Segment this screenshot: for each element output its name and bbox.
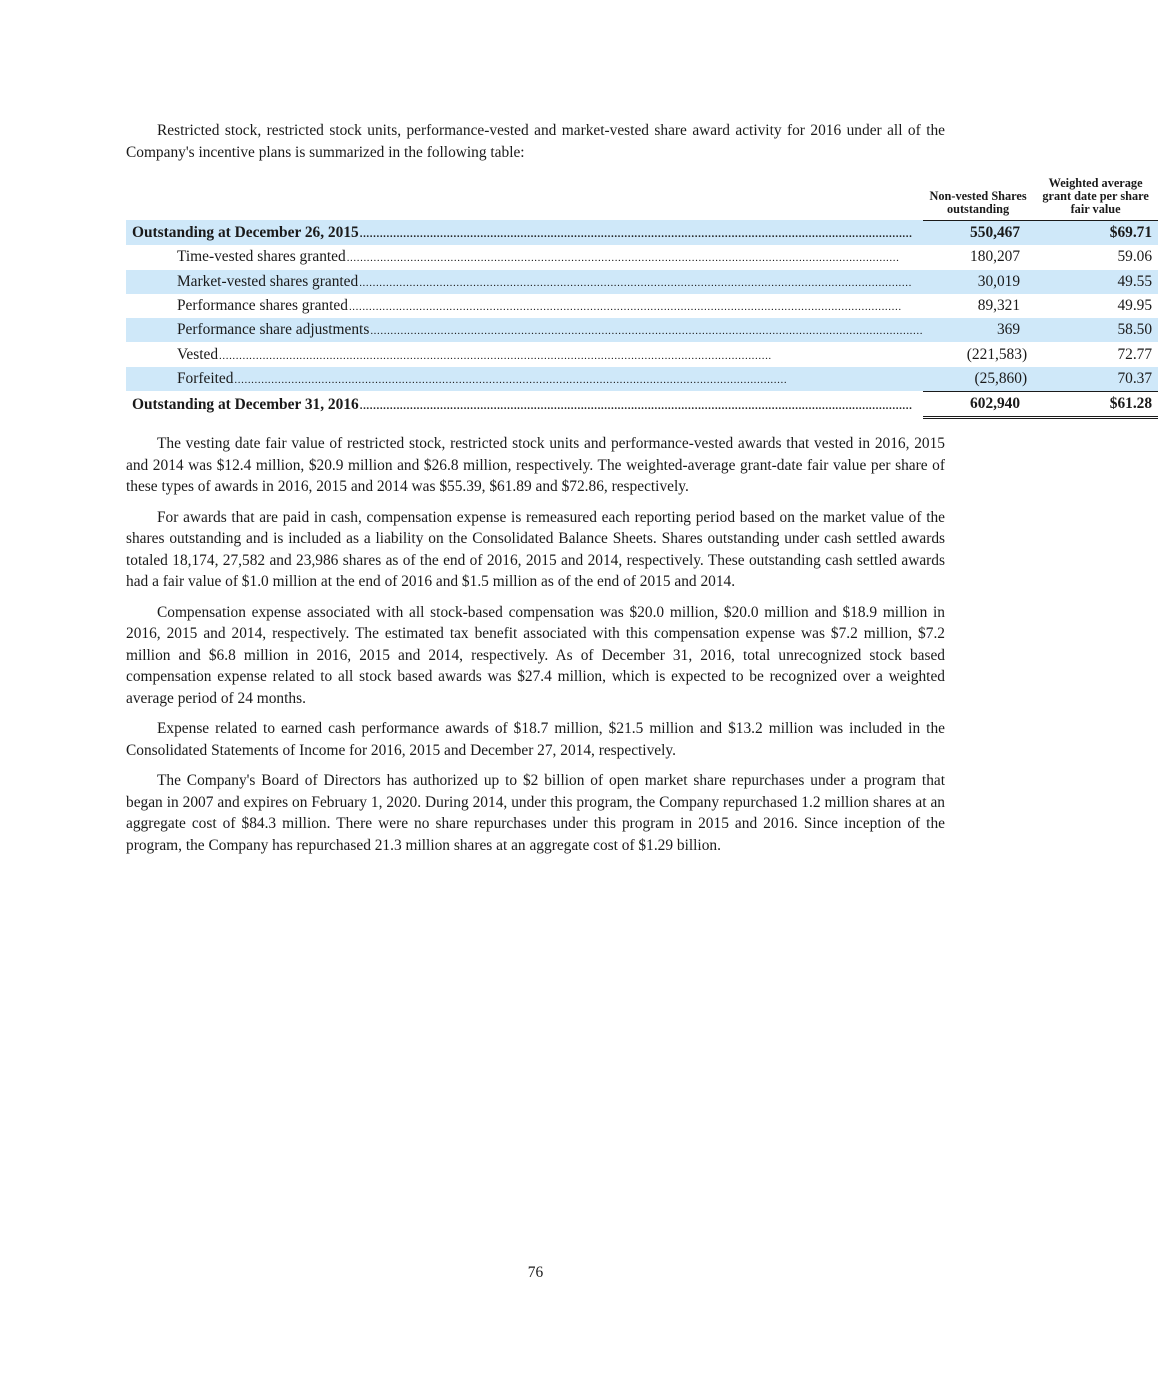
fair-value-cell: 49.95 [1117, 297, 1153, 315]
share-award-activity-table [126, 177, 1158, 419]
table-row [126, 294, 1158, 318]
table-row [126, 391, 1158, 419]
shares-cell: 369 [923, 318, 1033, 342]
body-paragraph: The vesting date fair value of restricted stock, restricted stock units and performance-vested awards that vested in 2016, 2015 and 2014 was $12.4 million, $20.9 million and $26.8 million, respectively. The weighted-average grant-date fair value per share of these types of awards in 2016, 2015 and 2014 was $55.39, $61.89 and $72.86, respectively. [126, 435, 945, 496]
table-row [126, 220, 1158, 245]
table-row [126, 367, 1158, 391]
dot-leader: ..................................................................................................................................................................... [346, 252, 900, 265]
page-number: 76 [527, 1264, 544, 1281]
fair-value-cell: 72.77 [1117, 345, 1153, 363]
header-weighted-average-fair-value: Weighted average grant date per share fair value [1042, 176, 1149, 216]
fair-value-cell: 70.37 [1033, 367, 1158, 391]
table-row [126, 342, 1158, 366]
dot-leader: ..................................................................................................................................................................... [234, 373, 788, 386]
row-label: Time-vested shares granted [177, 248, 346, 266]
shares-cell: (221,583) [966, 345, 1028, 363]
document-page [126, 120, 1153, 865]
fair-value-cell: $61.28 [1033, 391, 1158, 419]
fair-value-cell: 58.50 [1033, 318, 1158, 342]
table-row [126, 270, 1158, 294]
shares-cell: 89,321 [977, 297, 1021, 315]
notes-section [126, 433, 945, 856]
table-header-row [126, 177, 1158, 220]
dot-leader: ..................................................................................................................................................................... [359, 276, 912, 289]
row-label: Market-vested shares granted [177, 272, 359, 290]
row-label: Outstanding at December 26, 2015 [132, 223, 359, 241]
body-paragraph: Compensation expense associated with all stock-based compensation was $20.0 million, $20.0 million and $18.9 million in 2016, 2015 and 2014, respectively. The estimated tax benefit associated with this compensation expense was $7.2 million, $7.2 million and $6.8 million in 2016, 2015 and 2014, respectively. As of December 31, 2016, total unrecognized stock based compensation expense related to all stock based awards was $27.4 million, which is expected to be recognized over a weighted average period of 24 months. [126, 603, 945, 707]
table-row [126, 318, 1158, 342]
dot-leader: ..................................................................................................................................................................... [370, 325, 924, 338]
table-row [126, 245, 1158, 269]
body-paragraph: The Company's Board of Directors has authorized up to $2 billion of open market share repurchases under a program that began in 2007 and expires on February 1, 2020. During 2014, under this program, the Company repurchased 1.2 million shares at an aggregate cost of $84.3 million. There were no share repurchases under this program in 2015 and 2016. Since inception of the program, the Company has repurchased 21.3 million shares at an aggregate cost of $1.29 billion. [126, 772, 945, 854]
header-nonvested-shares: Non-vested Shares outstanding [929, 189, 1027, 216]
row-label: Outstanding at December 31, 2016 [132, 396, 359, 414]
body-paragraph: For awards that are paid in cash, compensation expense is remeasured each reporting period based on the market value of the shares outstanding and is included as a liability on the Consolidated Balance Sheets. Shares outstanding under cash settled awards totaled 18,174, 27,582 and 23,986 shares as of the end of 2016, 2015 and 2014, respectively. These outstanding cash settled awards had a fair value of $1.0 million at the end of 2016 and $1.5 million as of the end of 2015 and 2014. [126, 508, 945, 591]
row-label: Forfeited [177, 369, 234, 387]
fair-value-cell: 59.06 [1117, 248, 1153, 266]
row-label: Performance shares granted [177, 297, 348, 315]
shares-cell: 30,019 [923, 270, 1033, 294]
body-paragraph: Expense related to earned cash performance awards of $18.7 million, $21.5 million and $13.2 million was included in the Consolidated Statements of Income for 2016, 2015 and December 27, 2014, respectively. [126, 720, 945, 759]
fair-value-cell: $69.71 [1033, 220, 1158, 245]
fair-value-cell: 49.55 [1033, 270, 1158, 294]
dot-leader: ..................................................................................................................................................................... [348, 301, 902, 314]
shares-cell: 602,940 [923, 391, 1033, 419]
dot-leader: ..................................................................................................................................................................... [359, 400, 913, 413]
intro-paragraph: Restricted stock, restricted stock units, performance-vested and market-vested share award activity for 2016 under all of the Company's incentive plans is summarized in the following table: [126, 122, 945, 161]
row-label: Vested [177, 345, 219, 363]
dot-leader: ..................................................................................................................................................................... [359, 227, 913, 240]
row-label: Performance share adjustments [177, 321, 370, 339]
shares-cell: 180,207 [970, 248, 1021, 266]
dot-leader: ..................................................................................................................................................................... [219, 349, 772, 362]
shares-cell: 550,467 [923, 220, 1033, 245]
shares-cell: (25,860) [923, 367, 1033, 391]
